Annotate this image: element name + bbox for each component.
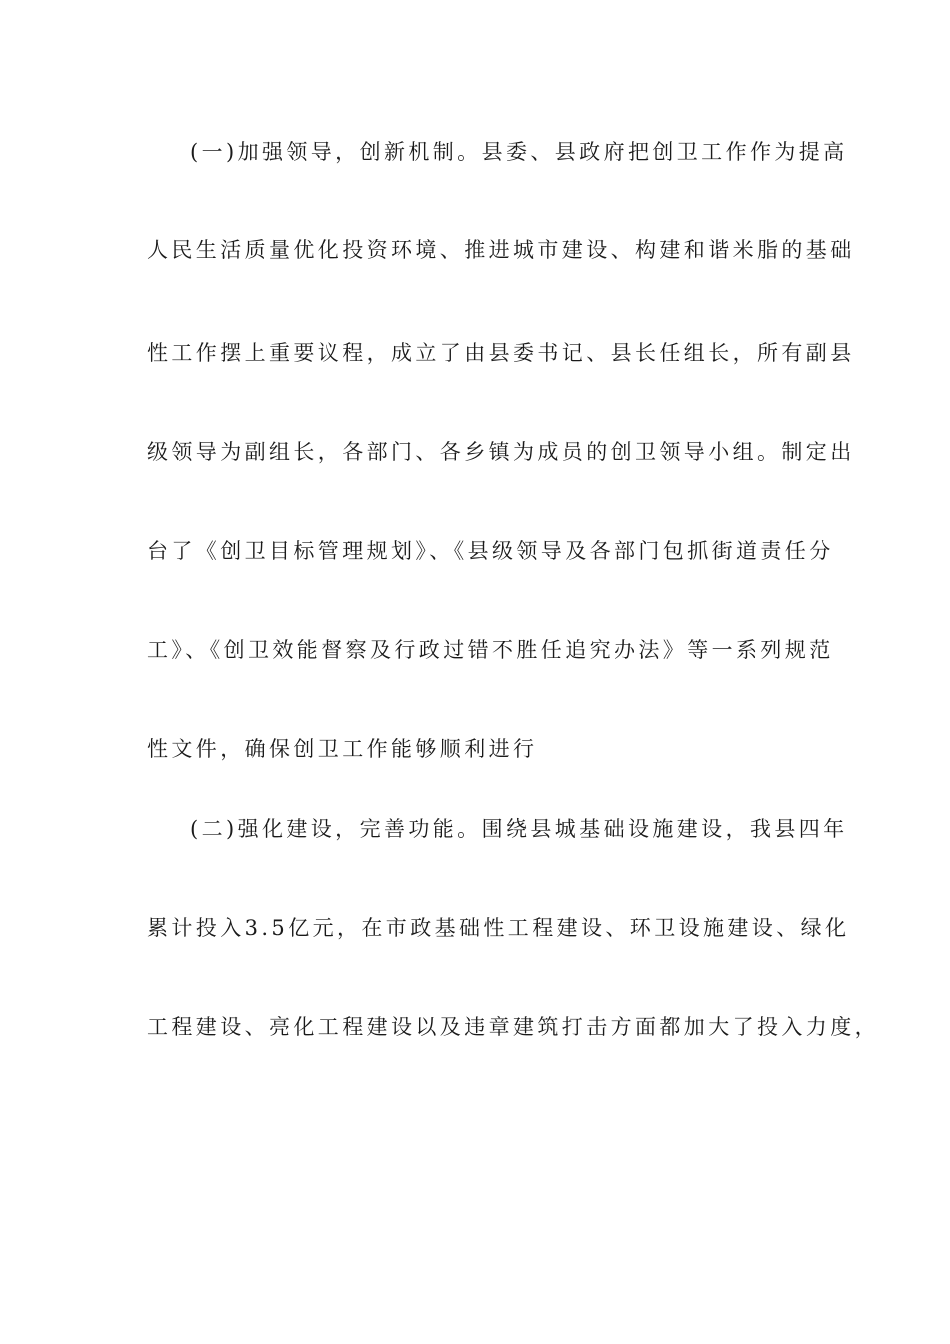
paragraph-1-line-7: 性文件，确保创卫工作能够顺利进行 [147, 737, 538, 761]
paragraph-2-line-1: (二)强化建设，完善功能。围绕县城基础设施建设，我县四年 [190, 817, 848, 841]
paragraph-1-line-4: 级领导为副组长，各部门、各乡镇为成员的创卫领导小组。制定出 [147, 440, 855, 464]
paragraph-1-line-3: 性工作摆上重要议程，成立了由县委书记、县长任组长，所有副县 [147, 341, 855, 365]
paragraph-1-line-2: 人民生活质量优化投资环境、推进城市建设、构建和谐米脂的基础 [147, 238, 855, 262]
paragraph-1-line-1: (一)加强领导，创新机制。县委、县政府把创卫工作作为提高 [190, 140, 848, 164]
paragraph-2-line-2: 累计投入3.5亿元，在市政基础性工程建设、环卫设施建设、绿化 [147, 916, 850, 940]
paragraph-2-line-3: 工程建设、亮化工程建设以及违章建筑打击方面都加大了投入力度， [147, 1015, 879, 1039]
paragraph-1-line-6: 工》、《创卫效能督察及行政过错不胜任追究办法》等一系列规范 [147, 638, 834, 662]
paragraph-1-line-5: 台了《创卫目标管理规划》、《县级领导及各部门包抓街道责任分 [147, 539, 834, 563]
